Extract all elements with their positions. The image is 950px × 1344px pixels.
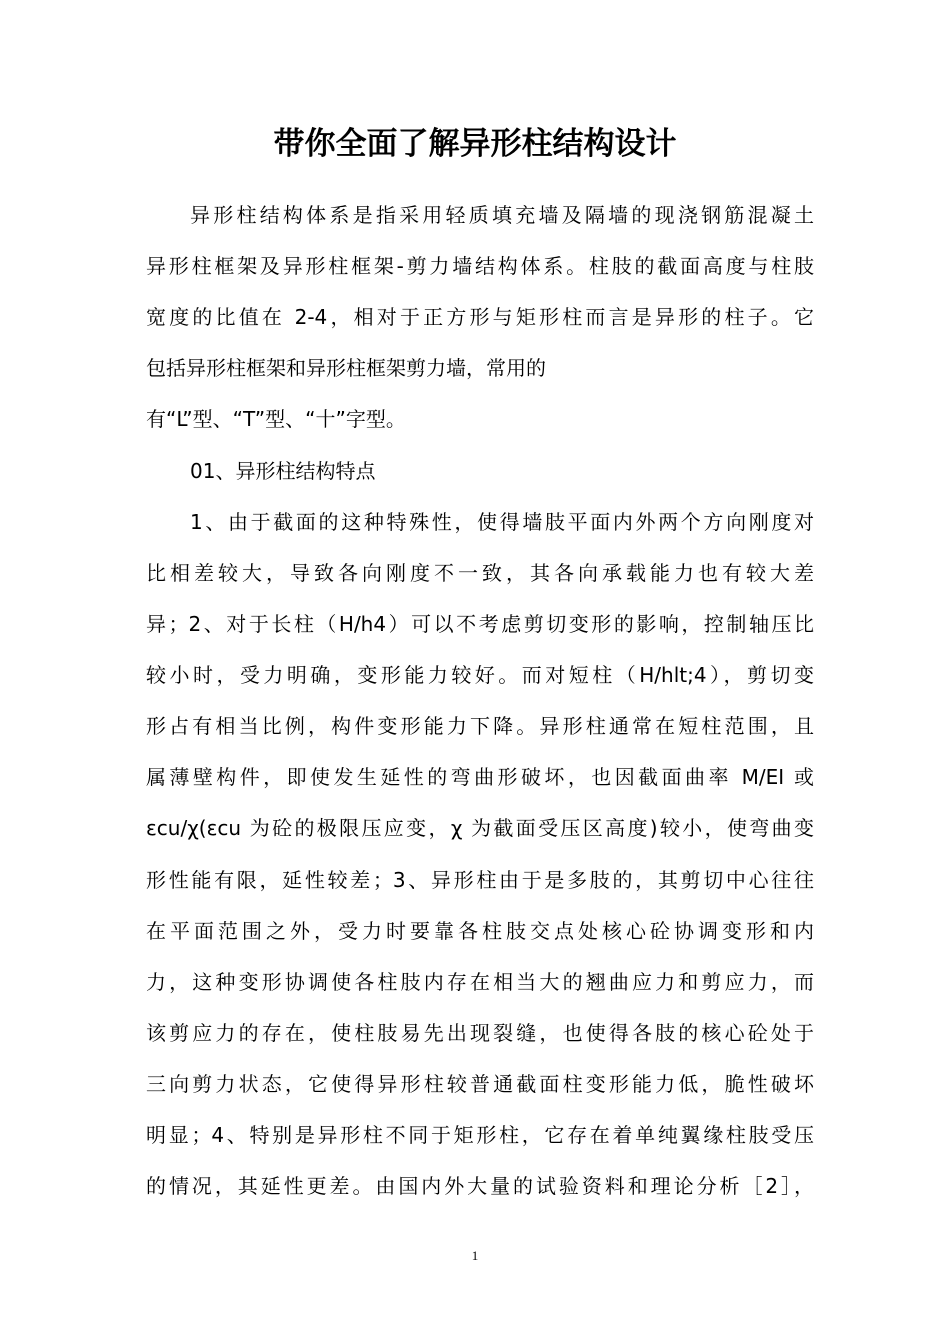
paragraph-line: 在平面范围之外，受力时要靠各柱肢交点处核心砼协调变形和内 — [146, 919, 814, 943]
page-number: 1 — [471, 1248, 479, 1263]
paragraph-line: εcu/χ(εcu 为砼的极限压应变，χ 为截面受压区高度)较小，使弯曲变 — [146, 816, 814, 840]
paragraph-line: 宽度的比值在 2-4，相对于正方形与矩形柱而言是异形的柱子。它 — [146, 305, 814, 329]
paragraph-line: 异；2、对于长柱（H/h4）可以不考虑剪切变形的影响，控制轴压比 — [146, 612, 814, 636]
paragraph-line: 属薄壁构件，即使发生延性的弯曲形破坏，也因截面曲率 M/EI 或 — [146, 765, 814, 789]
paragraph-line: 形占有相当比例，构件变形能力下降。异形柱通常在短柱范围，且 — [146, 714, 814, 738]
paragraph-line: 该剪应力的存在，使柱肢易先出现裂缝，也使得各肢的核心砼处于 — [146, 1021, 814, 1045]
paragraph-line: 有“L”型、“T”型、“十”字型。 — [146, 407, 406, 431]
paragraph-line: 较小时，受力明确，变形能力较好。而对短柱（H/hlt;4），剪切变 — [146, 663, 814, 687]
paragraph-line: 形性能有限，延性较差；3、异形柱由于是多肢的，其剪切中心往往 — [146, 868, 814, 892]
paragraph-line: 异形柱结构体系是指采用轻质填充墙及隔墙的现浇钢筋混凝土 — [190, 203, 814, 227]
paragraph-line: 异形柱框架及异形柱框架-剪力墙结构体系。柱肢的截面高度与柱肢 — [146, 254, 814, 278]
paragraph-line: 包括异形柱框架和异形柱框架剪力墙，常用的 — [146, 356, 546, 380]
paragraph-line: 的情况，其延性更差。由国内外大量的试验资料和理论分析［2］， — [146, 1174, 814, 1198]
paragraph-line: 三向剪力状态，它使得异形柱较普通截面柱变形能力低，脆性破坏 — [146, 1072, 814, 1096]
paragraph-line: 1、由于截面的这种特殊性，使得墙肢平面内外两个方向刚度对 — [190, 510, 814, 534]
document-title: 带你全面了解异形柱结构设计 — [273, 126, 677, 162]
paragraph-line: 比相差较大，导致各向刚度不一致，其各向承载能力也有较大差 — [146, 561, 814, 585]
section-heading: 01、异形柱结构特点 — [190, 459, 376, 483]
paragraph-line: 力，这种变形协调使各柱肢内存在相当大的翘曲应力和剪应力，而 — [146, 970, 814, 994]
paragraph-line: 明显；4、特别是异形柱不同于矩形柱，它存在着单纯翼缘柱肢受压 — [146, 1123, 814, 1147]
